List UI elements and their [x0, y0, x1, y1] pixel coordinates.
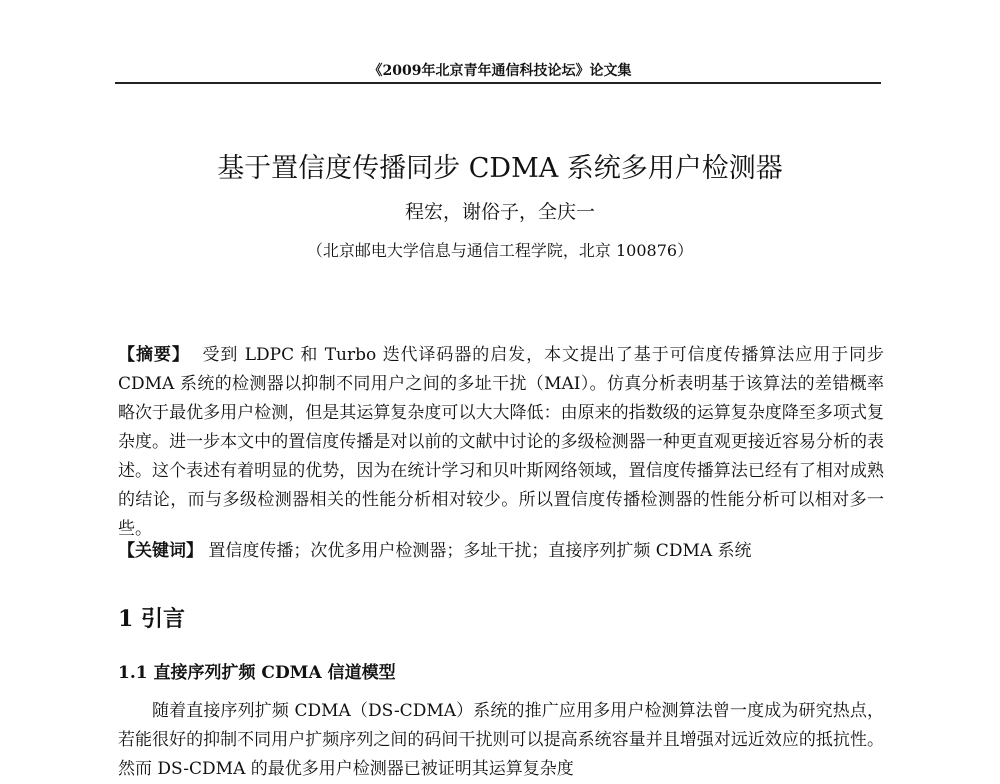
keywords-label: 【关键词】 [118, 541, 203, 561]
keywords-text: 置信度传播；次优多用户检测器；多址干扰；直接序列扩频 CDMA 系统 [208, 541, 752, 561]
body-paragraph: 随着直接序列扩频 CDMA（DS-CDMA）系统的推广应用多用户检测算法曾一度成为研究热点，若能很好的抑制不同用户扩频序列之间的码间干扰则可以提高系统容量并且增强对远近效应的抵抗性。然而 DS-CDMA 的最优多用户检测器已被证明其运算复杂度 [118, 701, 884, 779]
affiliation: （北京邮电大学信息与通信工程学院，北京 100876） [306, 241, 694, 260]
keywords [118, 537, 884, 566]
running-header: 《2009年北京青年通信科技论坛》论文集 [368, 63, 632, 79]
abstract-label: 【摘要】 [118, 345, 190, 365]
authors: 程宏，谢俗子，全庆一 [404, 201, 595, 223]
paper-title: 基于置信度传播同步 CDMA 系统多用户检测器 [217, 153, 783, 184]
subsection-heading-channel-model: 1.1 直接序列扩频 CDMA 信道模型 [118, 663, 396, 683]
section-heading-introduction: 1 引言 [118, 606, 185, 632]
header-rule [115, 82, 881, 84]
abstract-text: 受到 LDPC 和 Turbo 迭代译码器的启发，本文提出了基于可信度传播算法应用于同步 CDMA 系统的检测器以抑制不同用户之间的多址干扰（MAI）。仿真分析表明基于该算法的差错概率略次于最优多用户检测，但是其运算复杂度可以大大降低：由原来的指数级的运算复杂度降至多项式复杂度。进一步本文中的置信度传播是对以前的文献中讨论的多级检测器一种更直观更接近容易分析的表述。这个表述有着明显的优势，因为在统计学习和贝叶斯网络领域，置信度传播算法已经有了相对成熟的结论，而与多级检测器相关的性能分析相对较少。所以置信度传播检测器的性能分析可以相对多一些。 [118, 345, 885, 539]
abstract [118, 341, 884, 544]
